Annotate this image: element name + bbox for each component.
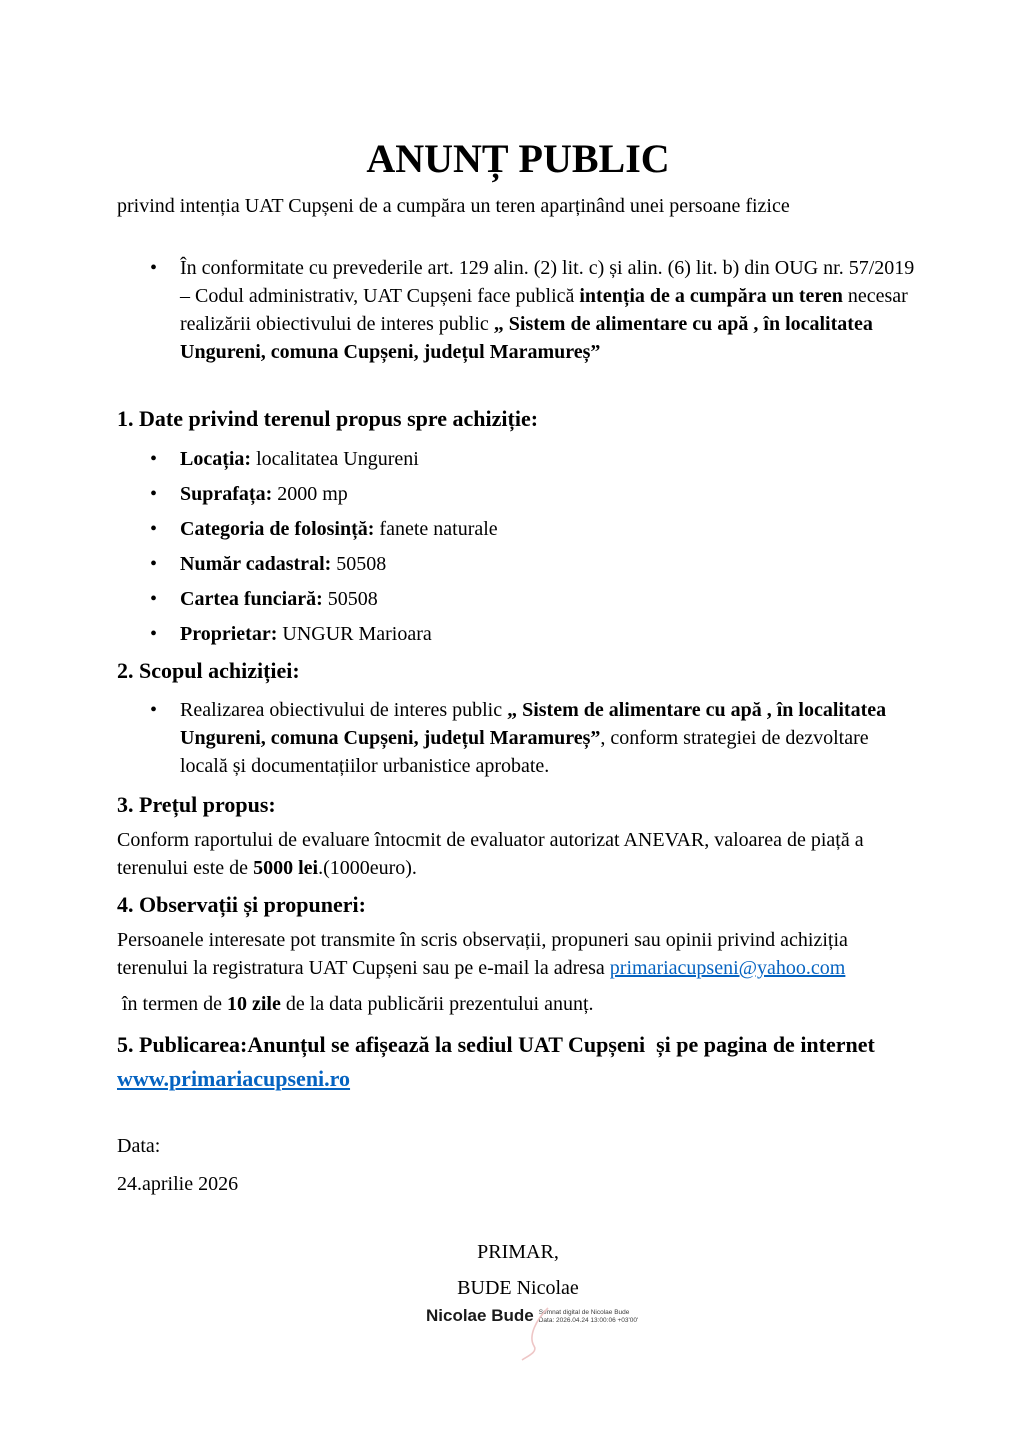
list-item-cartea-funciara bbox=[117, 588, 919, 611]
bullet-icon: • bbox=[150, 257, 158, 279]
intro-text-2: necesar realizării obiectivului de interes public bbox=[180, 285, 913, 335]
section-4-text-2: în termen de bbox=[117, 993, 227, 1015]
bullet-icon: • bbox=[150, 483, 158, 505]
section-2-text-1: Realizarea obiectivului de interes public bbox=[180, 699, 508, 721]
primar-title: PRIMAR, bbox=[477, 1241, 559, 1263]
section-4-text-3: de la data publicării prezentului anunț. bbox=[280, 993, 594, 1015]
signature-name: Nicolae Bude bbox=[426, 1306, 534, 1325]
section-3-bold-1: 5000 lei bbox=[253, 857, 319, 879]
list-item-categoria bbox=[117, 518, 919, 541]
item-label: Suprafața: bbox=[180, 483, 273, 505]
item-value: localitatea Ungureni bbox=[251, 448, 419, 470]
section-2-bold-1: „ Sistem de alimentare cu apă , în localitatea Ungureni, comuna Cupșeni, județul Maramureș” bbox=[180, 699, 892, 749]
list-item-suprafata bbox=[117, 483, 919, 506]
email-link[interactable]: primariacupseni@yahoo.com bbox=[609, 957, 846, 979]
section-1-heading: 1. Date privind terenul propus spre achiziție: bbox=[117, 406, 539, 431]
primar-name: BUDE Nicolae bbox=[457, 1277, 579, 1299]
section-5-heading bbox=[117, 1028, 919, 1096]
bullet-icon: • bbox=[150, 448, 158, 470]
item-label: Locația: bbox=[180, 448, 252, 470]
section-4-heading: 4. Observații și propuneri: bbox=[117, 892, 366, 917]
list-item-proprietar bbox=[117, 623, 919, 646]
section-3-text-1: Conform raportului de evaluare întocmit de evaluator autorizat ANEVAR, valoarea de piață a terenului este de bbox=[117, 829, 869, 879]
section-3-paragraph bbox=[117, 826, 919, 882]
intro-text-1: În conformitate cu prevederile art. 129 alin. (2) lit. c) și alin. (6) lit. b) din OUG nr. 57/2019 – Codul administrativ, UAT Cupșeni face publică bbox=[180, 257, 920, 307]
bullet-icon: • bbox=[150, 518, 158, 540]
item-value: fanete naturale bbox=[374, 518, 498, 540]
document-subtitle: privind intenția UAT Cupșeni de a cumpăra un teren aparținând unei persoane fizice bbox=[117, 195, 790, 217]
signature-detail-line-1: Semnat digital de Nicolae Bude bbox=[538, 1309, 630, 1316]
item-label: Cartea funciară: bbox=[180, 588, 323, 610]
item-value: 2000 mp bbox=[272, 483, 348, 505]
section-4-paragraph-2 bbox=[117, 990, 919, 1018]
list-item-numar-cadastral bbox=[117, 553, 919, 576]
item-label: Număr cadastral: bbox=[180, 553, 332, 575]
item-value: UNGUR Marioara bbox=[277, 623, 432, 645]
section-4-paragraph-1 bbox=[117, 926, 919, 982]
item-label: Proprietar: bbox=[180, 623, 278, 645]
item-value: 50508 bbox=[331, 553, 387, 575]
section-3-text-2: .(1000euro). bbox=[318, 857, 417, 879]
bullet-icon: • bbox=[150, 699, 158, 721]
list-item-locatia bbox=[117, 448, 919, 471]
bullet-icon: • bbox=[150, 623, 158, 645]
date-value: 24.aprilie 2026 bbox=[117, 1173, 239, 1195]
intro-paragraph bbox=[117, 254, 919, 366]
section-2-paragraph bbox=[117, 696, 919, 780]
section-5-text: 5. Publicarea:Anunțul se afișează la sediul UAT Cupșeni și pe pagina de internet bbox=[117, 1032, 881, 1057]
bullet-icon: • bbox=[150, 588, 158, 610]
item-label: Categoria de folosință: bbox=[180, 518, 375, 540]
intro-bold-1: intenția de a cumpăra un teren bbox=[579, 285, 843, 307]
date-label: Data: bbox=[117, 1135, 161, 1157]
website-link[interactable]: www.primariacupseni.ro bbox=[117, 1066, 351, 1091]
signature-details bbox=[539, 1304, 639, 1326]
bullet-icon: • bbox=[150, 553, 158, 575]
item-value: 50508 bbox=[322, 588, 378, 610]
section-2-text-2: , conform strategiei de dezvoltare locală și documentațiilor urbanistice aprobate. bbox=[180, 727, 874, 777]
section-2-heading: 2. Scopul achiziției: bbox=[117, 658, 300, 683]
page-title: ANUNȚ PUBLIC bbox=[366, 136, 670, 181]
digital-signature bbox=[426, 1304, 639, 1328]
signature-detail-line-2: Data: 2026.04.24 13:00:06 +03'00' bbox=[538, 1317, 639, 1325]
intro-bold-2: „ Sistem de alimentare cu apă , în localitatea Ungureni, comuna Cupșeni, județul Maramureș” bbox=[180, 313, 878, 363]
section-3-heading: 3. Prețul propus: bbox=[117, 792, 276, 817]
section-4-bold-1: 10 zile bbox=[226, 993, 281, 1015]
terrain-data-list bbox=[117, 448, 919, 646]
section-4-text-1: Persoanele interesate pot transmite în scris observații, propuneri sau opinii privind achiziția terenului la registratura UAT Cupșeni sau pe e-mail la adresa bbox=[117, 929, 853, 979]
